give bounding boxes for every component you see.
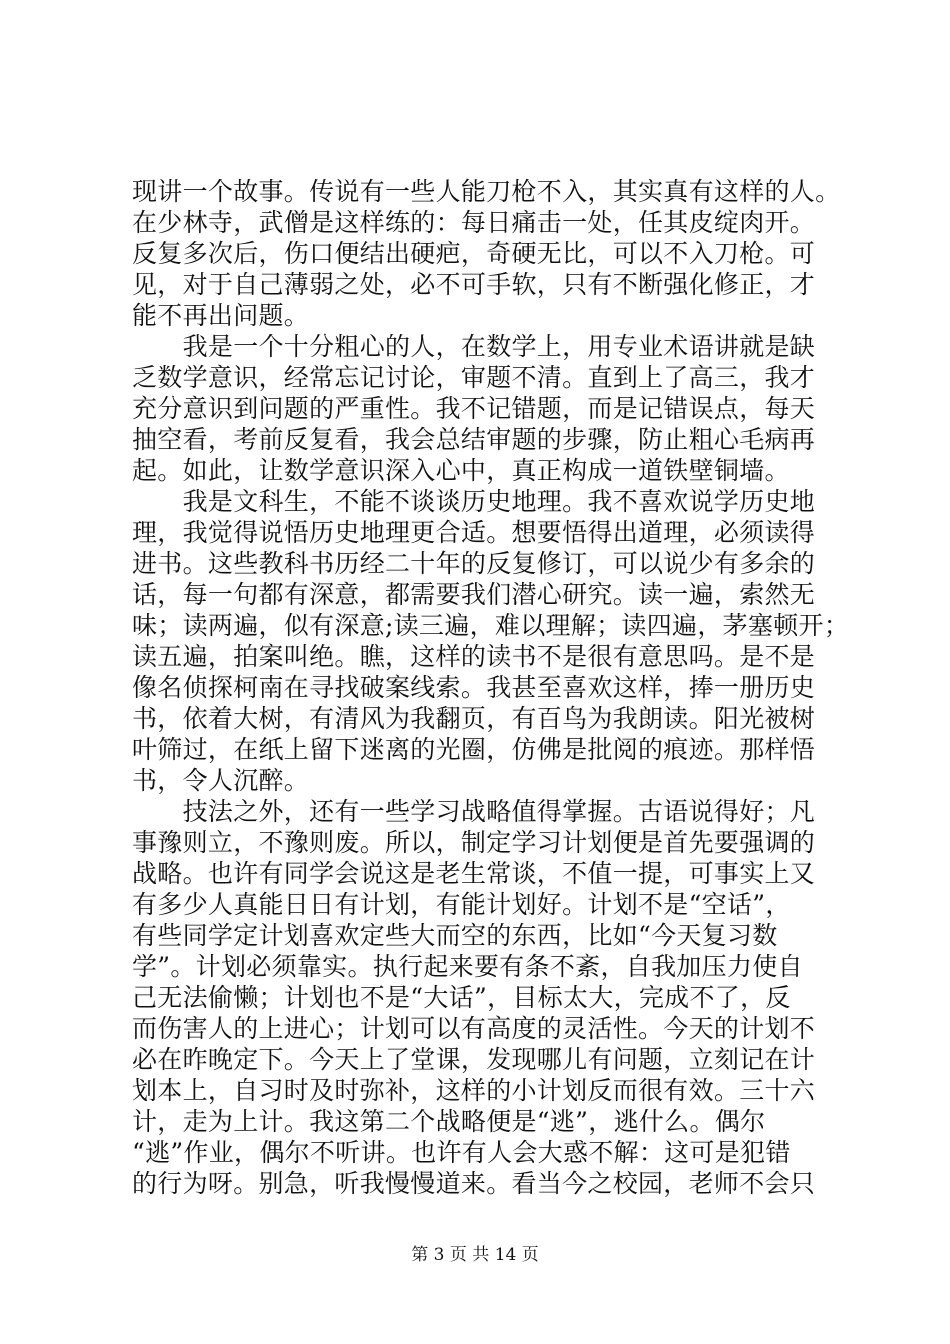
- text-line: 味；读两遍，似有深意;读三遍，难以理解；读四遍，茅塞顿开；: [132, 611, 850, 640]
- text-line: 反复多次后，伤口便结出硬疤，奇硬无比，可以不入刀枪。可: [132, 239, 816, 268]
- text-line: 见，对于自己薄弱之处，必不可手软，只有不断强化修正，才: [132, 270, 816, 299]
- text-line: 而伤害人的上进心；计划可以有高度的灵活性。今天的计划不: [132, 1014, 816, 1043]
- text-line: 像名侦探柯南在寻找破案线索。我甚至喜欢这样，捧一册历史: [132, 673, 816, 702]
- text-line: 划本上，自习时及时弥补，这样的小计划反而很有效。三十六: [132, 1076, 816, 1105]
- text-line: 学”。计划必须靠实。执行起来要有条不紊，自我加压力使自: [132, 952, 803, 981]
- text-line: 战略。也许有同学会说这是老生常谈，不值一提，可事实上又: [132, 859, 816, 888]
- text-line: 读五遍，拍案叫绝。瞧，这样的读书不是很有意思吗。是不是: [132, 642, 816, 671]
- text-line: 理，我觉得说悟历史地理更合适。想要悟得出道理，必须读得: [132, 518, 816, 547]
- text-line: 充分意识到问题的严重性。我不记错题，而是记错误点，每天: [132, 394, 816, 423]
- text-line: 书，令人沉醉。: [132, 766, 310, 795]
- text-line: 能不再出问题。: [132, 301, 310, 330]
- text-line: 叶筛过，在纸上留下迷离的光圈，仿佛是批阅的痕迹。那样悟: [132, 735, 816, 764]
- text-line: 乏数学意识，经常忘记讨论，审题不清。直到上了高三，我才: [132, 363, 816, 392]
- text-line: 有多少人真能日日有计划，有能计划好。计划不是“空话”，: [132, 890, 791, 919]
- text-line: 有些同学定计划喜欢定些大而空的东西，比如“今天复习数: [132, 921, 778, 950]
- text-line: 在少林寺，武僧是这样练的：每日痛击一处，任其皮绽肉开。: [132, 208, 816, 237]
- text-line: 书，依着大树，有清风为我翻页，有百鸟为我朗读。阳光被树: [132, 704, 816, 733]
- text-line: “逃”作业，偶尔不听讲。也许有人会大惑不解：这可是犯错: [132, 1138, 791, 1167]
- text-line: 抽空看，考前反复看，我会总结审题的步骤，防止粗心毛病再: [132, 425, 816, 454]
- text-line: 技法之外，还有一些学习战略值得掌握。古语说得好；凡: [132, 797, 816, 826]
- text-line: 话，每一句都有深意，都需要我们潜心研究。读一遍，索然无: [132, 580, 816, 609]
- text-line: 己无法偷懒；计划也不是“大话”，目标太大，完成不了，反: [132, 983, 791, 1012]
- text-line: 计，走为上计。我这第二个战略便是“逃”，逃什么。偶尔: [132, 1107, 766, 1136]
- body-text: [132, 176, 850, 1199]
- text-line: 现讲一个故事。传说有一些人能刀枪不入，其实真有这样的人。: [132, 177, 841, 206]
- text-line: 的行为呀。别急，听我慢慢道来。看当今之校园，老师不会只: [132, 1169, 816, 1198]
- text-line: 事豫则立，不豫则废。所以，制定学习计划便是首先要强调的: [132, 828, 816, 857]
- text-line: 我是文科生，不能不谈谈历史地理。我不喜欢说学历史地: [132, 487, 816, 516]
- text-line: 我是一个十分粗心的人，在数学上，用专业术语讲就是缺: [132, 332, 816, 361]
- page-footer: 第 3 页 共 14 页: [411, 1245, 539, 1265]
- text-line: 必在昨晚定下。今天上了堂课，发现哪儿有问题，立刻记在计: [132, 1045, 816, 1074]
- text-line: 起。如此，让数学意识深入心中，真正构成一道铁壁铜墙。: [132, 456, 790, 485]
- text-line: 进书。这些教科书历经二十年的反复修订，可以说少有多余的: [132, 549, 816, 578]
